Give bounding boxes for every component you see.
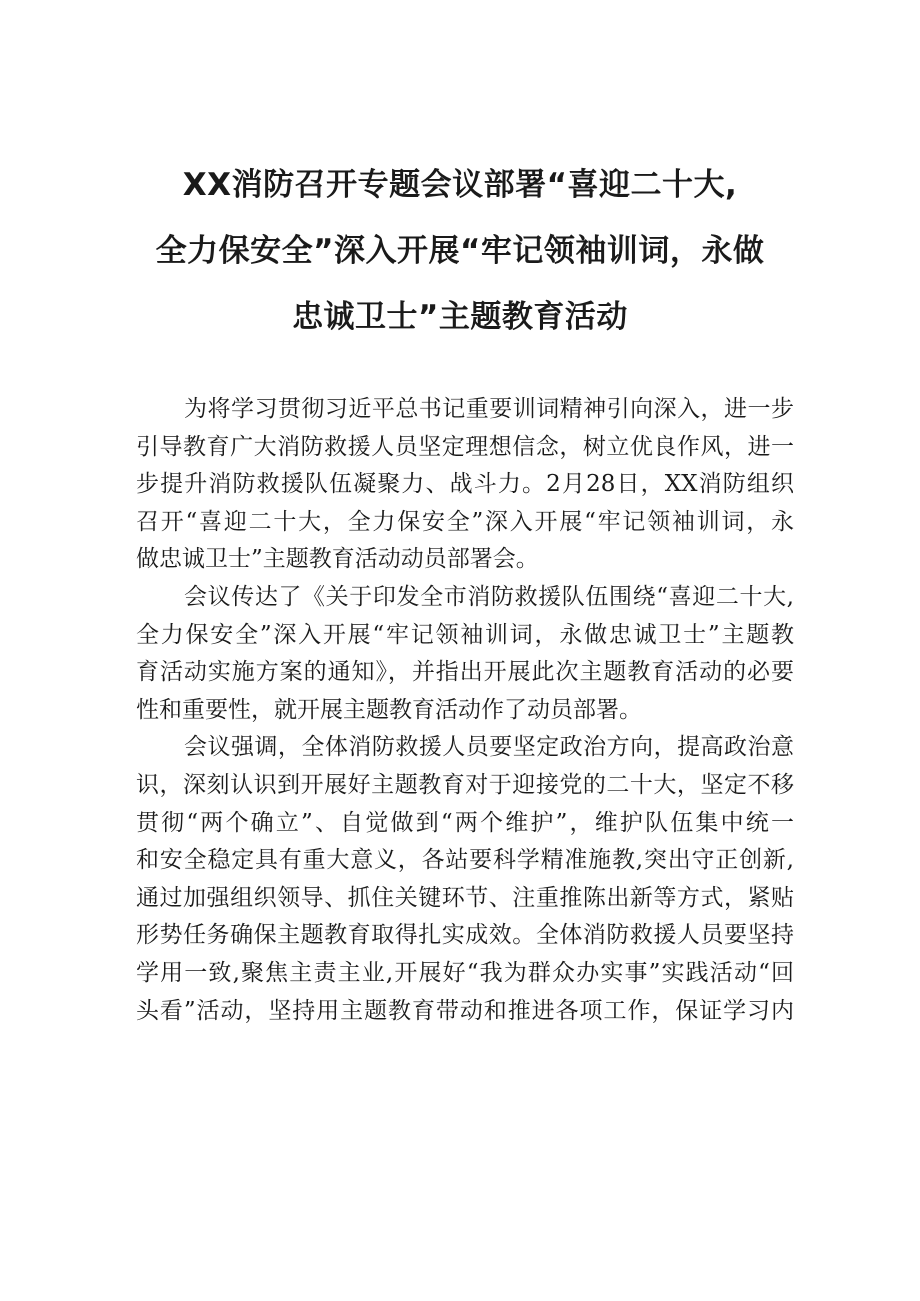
paragraph-line: 贯彻“两个确立”、自觉做到“两个维护”，维护队伍集中统一 [136,809,794,836]
paragraph-1 [136,391,794,579]
paragraph-line: 性和重要性，就开展主题教育活动作了动员部署。 [136,696,642,723]
paragraph-line: 和安全稳定具有重大意义，各站要科学精准施教,突出守正创新, [136,847,794,874]
paragraph-line: 全力保安全”深入开展“牢记领袖训词，永做忠诚卫士”主题教 [136,621,794,648]
document-body [136,391,794,1030]
paragraph-line: 步提升消防救援队伍凝聚力、战斗力。2月28日，XX消防组织 [136,471,794,498]
paragraph-line: 通过加强组织领导、抓住关键环节、注重推陈出新等方式，紧贴 [136,884,794,911]
paragraph-line: 引导教育广大消防救援人员坚定理想信念，树立优良作风，进一 [136,433,794,460]
title-line-1: XX消防召开专题会议部署“喜迎二十大, [182,167,738,203]
title-line-2: 全力保安全”深入开展“牢记领袖训词，永做 [155,233,765,269]
paragraph-3 [136,729,794,1030]
paragraph-line: 识，深刻认识到开展好主题教育对于迎接党的二十大，坚定不移 [136,771,794,798]
paragraph-line: 做忠诚卫士”主题教育活动动员部署会。 [136,546,539,573]
paragraph-line: 形势任务确保主题教育取得扎实成效。全体消防救援人员要坚持 [136,922,794,949]
paragraph-line: 学用一致,聚焦主责主业,开展好“我为群众办实事”实践活动“回 [136,959,794,986]
paragraph-line: 会议强调，全体消防救援人员要坚定政治方向，提高政治意 [184,734,794,761]
document-title [120,152,800,350]
paragraph-line: 召开“喜迎二十大，全力保安全”深入开展“牢记领袖训词，永 [136,508,794,535]
paragraph-line: 头看”活动，坚持用主题教育带动和推进各项工作，保证学习内 [136,997,794,1024]
paragraph-2 [136,579,794,729]
paragraph-line: 会议传达了《关于印发全市消防救援队伍围绕“喜迎二十大, [184,583,794,610]
title-line-3: 忠诚卫士”主题教育活动 [292,299,628,335]
paragraph-line: 为将学习贯彻习近平总书记重要训词精神引向深入，进一步 [184,396,794,422]
paragraph-line: 育活动实施方案的通知》，并指出开展此次主题教育活动的必要 [136,659,794,686]
